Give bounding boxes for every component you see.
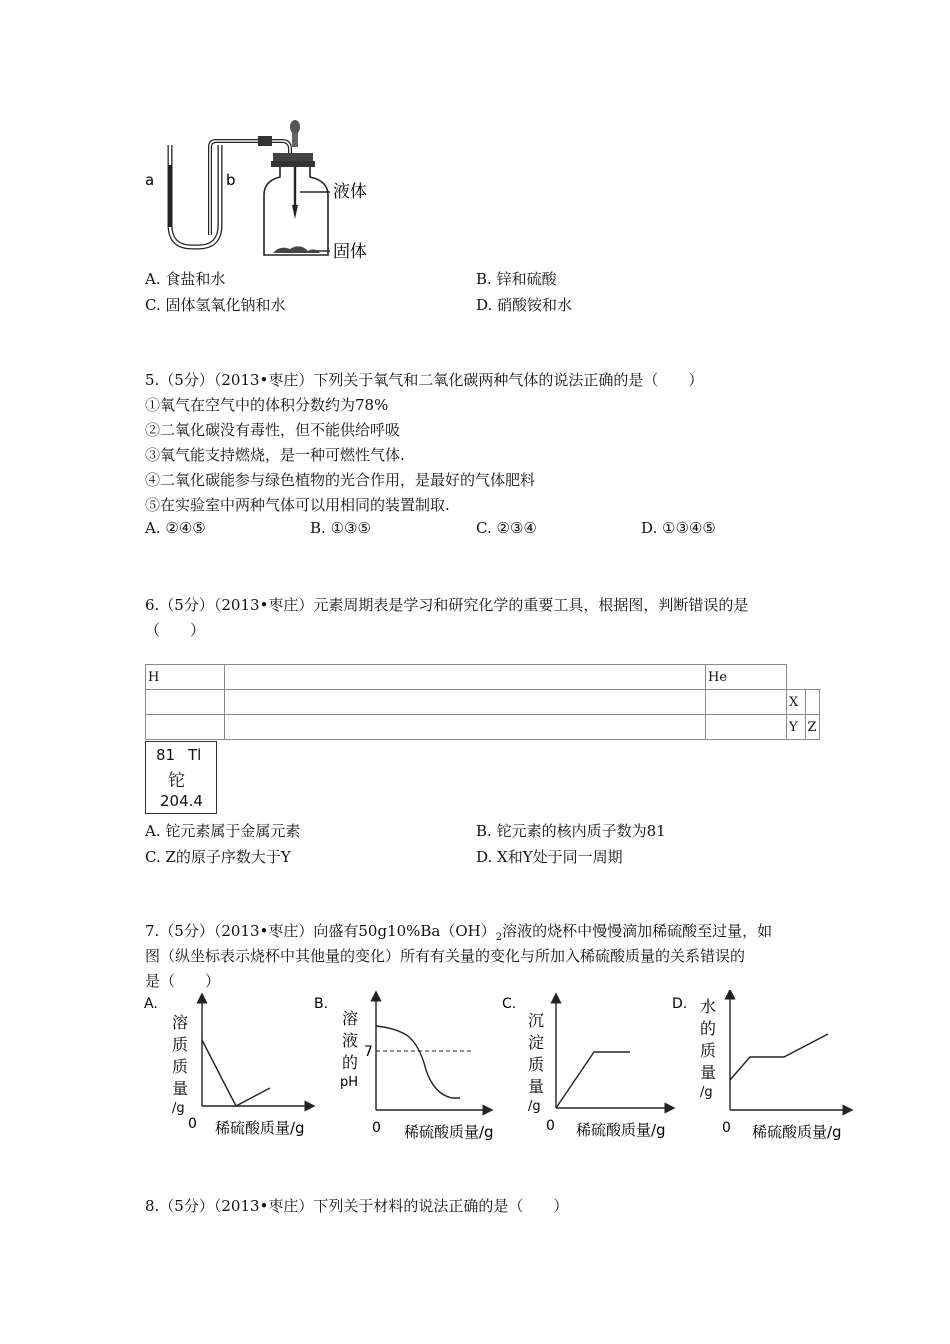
svg-text:pH: pH [340, 1075, 359, 1090]
svg-text:质: 质 [700, 1041, 717, 1060]
q5-statement-1: ①氧气在空气中的体积分数约为78% [145, 396, 389, 414]
apparatus-figure [140, 115, 380, 265]
graph-d-letter: D. [672, 996, 688, 1012]
svg-text:的: 的 [700, 1019, 717, 1038]
q6-stem-line1: 6.（5分）（2013•枣庄）元素周期表是学习和研究化学的重要工具，根据图，判断错误的是 [145, 596, 749, 614]
q8-stem: 8.（5分）（2013•枣庄）下列关于材料的说法正确的是（ ） [145, 1197, 569, 1215]
svg-text:水: 水 [700, 997, 717, 1016]
cell-h: H [146, 665, 225, 690]
graph-a-xlabel: 稀硫酸质量/g [215, 1119, 305, 1137]
element-mass: 204.4 [160, 792, 203, 810]
q4-option-a[interactable]: A. 食盐和水 [145, 270, 226, 288]
element-card-tl [145, 741, 217, 814]
q5-statement-4: ④二氧化碳能参与绿色植物的光合作用，是最好的气体肥料 [145, 471, 536, 489]
q4-option-c[interactable]: C. 固体氢氧化钠和水 [145, 296, 286, 314]
q5-statement-3: ③氧气能支持燃烧，是一种可燃性气体. [145, 446, 405, 464]
q6-option-a[interactable]: A. 铊元素属于金属元素 [145, 822, 301, 840]
q7-stem-line2: 图（纵坐标表示烧杯中其他量的变化）所有有关量的变化与所加入稀硫酸质量的关系错误的 [145, 947, 746, 965]
graph-a-origin: 0 [188, 1116, 197, 1132]
graph-a[interactable] [140, 990, 320, 1145]
q4-option-d[interactable]: D. 硝酸铵和水 [476, 296, 573, 314]
graph-c-curve [556, 1052, 630, 1108]
svg-text:液: 液 [342, 1031, 359, 1050]
label-a: a [145, 171, 155, 189]
graph-c[interactable] [500, 990, 680, 1145]
svg-text:量: 量 [700, 1063, 717, 1082]
svg-text:淀: 淀 [528, 1033, 545, 1052]
graph-b-letter: B. [314, 996, 329, 1012]
q5-statement-5: ⑤在实验室中两种气体可以用相同的装置制取. [145, 496, 450, 514]
q7-stem-line1: 7.（5分）（2013•枣庄）向盛有$50g10\%Ba(OH)_2$溶液的烧杯中慢慢滴加稀硫酸至过量，如 [145, 922, 773, 943]
q5-option-c[interactable]: C. ②③④ [476, 519, 537, 537]
graph-b[interactable] [310, 990, 500, 1145]
svg-text:质: 质 [528, 1055, 545, 1074]
q4-option-b[interactable]: B. 锌和硫酸 [476, 270, 557, 288]
svg-text:/g: /g [172, 1101, 185, 1116]
svg-text:质: 质 [172, 1035, 189, 1054]
svg-text:质: 质 [172, 1057, 189, 1076]
graph-c-xlabel: 稀硫酸质量/g [576, 1121, 666, 1139]
element-number: 81 [156, 746, 176, 764]
svg-text:/g: /g [528, 1099, 541, 1114]
svg-text:/g: /g [700, 1085, 713, 1100]
label-b: b [226, 171, 236, 189]
cell-he: He [706, 665, 787, 690]
q5-option-d[interactable]: D. ①③④⑤ [641, 519, 716, 537]
cell-y: Y [787, 715, 806, 740]
q5-option-b[interactable]: B. ①③⑤ [310, 519, 371, 537]
label-solid: 固体 [333, 242, 367, 262]
periodic-table-fragment [145, 664, 820, 740]
svg-text:量: 量 [528, 1077, 545, 1096]
graph-b-ref-7: 7 [364, 1044, 373, 1060]
graph-d-curve [730, 1034, 828, 1080]
svg-text:沉: 沉 [528, 1011, 545, 1030]
q6-option-c[interactable]: C. Z的原子序数大于Y [145, 848, 291, 866]
graph-d[interactable] [670, 990, 855, 1145]
q6-option-d[interactable]: D. X和Y处于同一周期 [476, 848, 623, 866]
svg-text:溶: 溶 [172, 1013, 189, 1032]
graph-b-xlabel: 稀硫酸质量/g [404, 1123, 494, 1141]
svg-text:量: 量 [172, 1079, 189, 1098]
graph-d-xlabel: 稀硫酸质量/g [752, 1123, 842, 1141]
graph-d-origin: 0 [722, 1120, 731, 1136]
cell-z: Z [805, 715, 819, 740]
graph-b-curve [376, 1026, 460, 1098]
graph-b-origin: 0 [372, 1120, 381, 1136]
element-name: 铊 [168, 771, 185, 791]
q5-statement-2: ②二氧化碳没有毒性，但不能供给呼吸 [145, 421, 401, 439]
u-tube [170, 145, 220, 247]
graph-a-curve [202, 1040, 270, 1106]
graph-c-letter: C. [502, 996, 517, 1012]
svg-text:的: 的 [342, 1053, 359, 1072]
label-liquid: 液体 [333, 182, 367, 202]
q6-option-b[interactable]: B. 铊元素的核内质子数为81 [476, 822, 666, 840]
svg-text:溶: 溶 [342, 1009, 359, 1028]
cell-x: X [787, 690, 806, 715]
q5-stem: 5.（5分）（2013•枣庄）下列关于氧气和二氧化碳两种气体的说法正确的是（ ） [145, 371, 704, 389]
graph-a-letter: A. [144, 996, 158, 1012]
q6-stem-line2: （ ） [145, 621, 206, 639]
graph-c-origin: 0 [546, 1118, 555, 1134]
q5-option-a[interactable]: A. ②④⑤ [145, 519, 206, 537]
q7-stem-line3: 是（ ） [145, 972, 221, 990]
element-symbol: Tl [188, 746, 202, 764]
